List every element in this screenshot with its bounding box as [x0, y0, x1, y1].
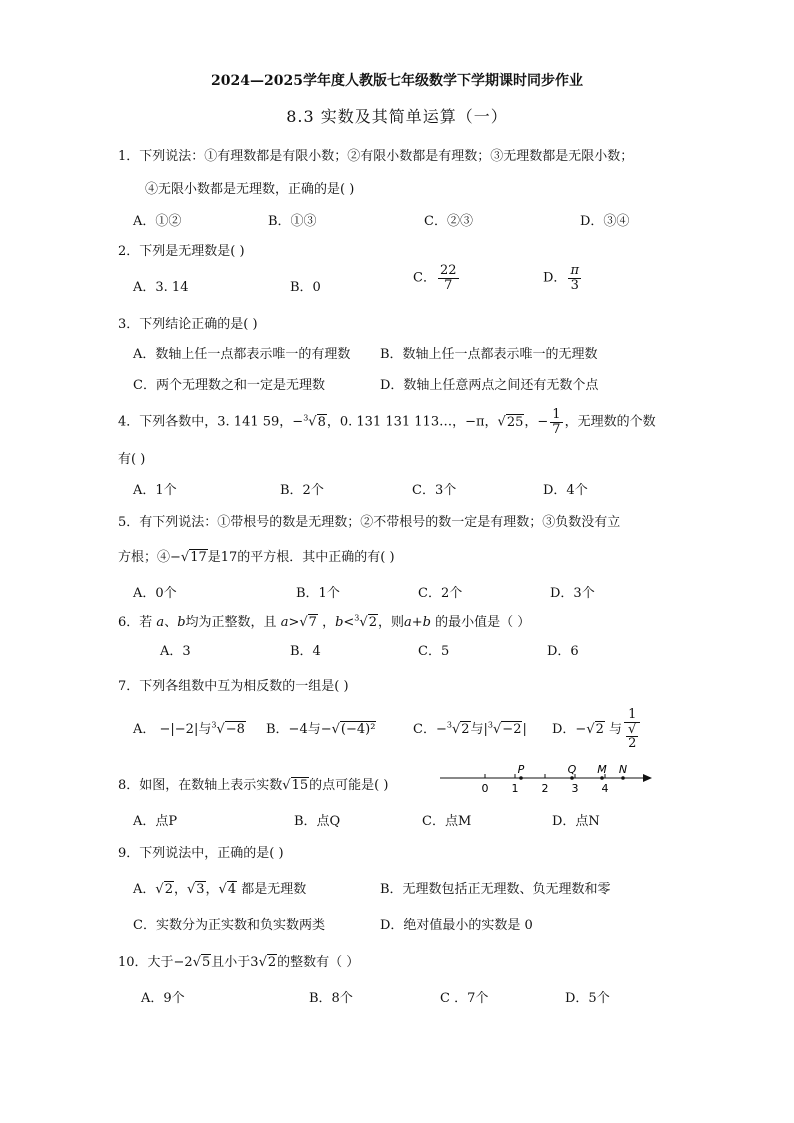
q6-option-d: D．6 — [547, 644, 579, 659]
question-3-stem: 3．下列结论正确的是( ) — [118, 317, 258, 332]
q9-option-b: B．无理数包括正无理数、负无理数和零 — [380, 882, 611, 897]
axis-tick-label: 3 — [571, 782, 579, 795]
q8-option-c: C．点M — [422, 814, 472, 829]
axis-point — [519, 776, 523, 780]
number-line — [440, 762, 660, 798]
section-title: 8.3 实数及其简单运算（一） — [286, 107, 508, 126]
q10-option-b: B．8个 — [309, 991, 353, 1006]
q5-option-c: C．2个 — [418, 586, 463, 601]
q6-option-b: B．4 — [290, 644, 321, 659]
q7-option-b: B．−4与−√(−4)² — [266, 722, 376, 737]
q5-option-d: D．3个 — [550, 586, 595, 601]
axis-point-label: N — [618, 763, 628, 776]
q9-option-d: D．绝对值最小的实数是 0 — [380, 918, 533, 933]
question-1-stem: 1．下列说法：①有理数都是有限小数；②有限小数都是有理数；③无理数都是无限小数； — [118, 149, 634, 164]
q8-option-b: B．点Q — [294, 814, 341, 829]
q7-option-c: C．−$^3$√2与$|^3√-2|$ — [413, 720, 527, 737]
q1-option-b: B．①③ — [268, 214, 317, 229]
q2-option-b: B．0 — [290, 280, 321, 295]
q4-option-c: C．3个 — [412, 483, 457, 498]
question-4-stem: 4．下列各数中，3. 141 59，−$^3$√8，0. 131 131 113…，−π，√25，− $\frac{1}{7}$ ，无理数的个数 — [118, 407, 656, 437]
q4-option-b: B．2个 — [280, 483, 324, 498]
q2-option-d: D． $\frac{\pi}{3}$ — [543, 263, 579, 293]
axis-point-label: P — [517, 763, 525, 776]
q2-option-a: A．3. 14 — [133, 280, 189, 295]
q4-option-a: A．1个 — [133, 483, 177, 498]
q10-option-c: C ．7个 — [440, 991, 489, 1006]
question-4-stem-cont: 有( ) — [118, 452, 146, 467]
question-5-stem-cont: 方根；④−√17是17的平方根．其中正确的有( ) — [118, 550, 395, 565]
axis-point — [600, 776, 604, 780]
fraction: $\frac{\pi}{3}$ — [570, 263, 579, 293]
q1-option-c: C．②③ — [424, 214, 473, 229]
question-2-stem: 2．下列是无理数是( ) — [118, 244, 245, 259]
fraction: $\frac{1}{7}$ — [552, 407, 561, 437]
q3-option-c: C．两个无理数之和一定是无理数 — [133, 378, 325, 393]
q9-option-c: C．实数分为正实数和负实数两类 — [133, 918, 325, 933]
q1-option-d: D．③④ — [580, 214, 630, 229]
axis-tick-label: 4 — [601, 782, 609, 795]
axis-point — [621, 776, 625, 780]
q2-option-c: C． $\frac{22}{7}$ — [413, 263, 457, 293]
q10-option-a: A．9个 — [141, 991, 185, 1006]
question-10-stem: 10．大于−2√5且小于3√2的整数有（ ） — [118, 955, 360, 970]
q7-option-d: D．−√2 与 1 √ 2 — [552, 708, 642, 751]
axis-point-label: M — [597, 763, 607, 776]
question-6-stem: 6．若 a、b均为正整数，且 a>√7 ，b<$^3$√2，则a+b 的最小值是（ ） — [118, 613, 531, 630]
q6-option-a: A．3 — [160, 644, 191, 659]
fraction: $\frac{22}{7}$ — [439, 263, 457, 293]
question-9-stem: 9．下列说法中，正确的是( ) — [118, 846, 284, 861]
q3-option-a: A．数轴上任一点都表示唯一的有理数 — [133, 347, 351, 362]
axis-point-label: Q — [567, 763, 577, 776]
axis-tick-label: 0 — [481, 782, 489, 795]
question-8-stem: 8．如图，在数轴上表示实数√15的点可能是( ) — [118, 778, 389, 793]
q5-option-b: B．1个 — [296, 586, 340, 601]
axis-tick-label: 2 — [541, 782, 549, 795]
q8-option-a: A．点P — [133, 814, 178, 829]
q3-option-d: D．数轴上任意两点之间还有无数个点 — [380, 378, 599, 393]
q8-option-d: D．点N — [552, 814, 600, 829]
axis-tick-label: 1 — [511, 782, 519, 795]
axis-point — [570, 776, 574, 780]
q5-option-a: A．0个 — [133, 586, 177, 601]
q10-option-d: D．5个 — [565, 991, 610, 1006]
question-1-stem-cont: ④无限小数都是无理数，正确的是( ) — [145, 182, 355, 197]
q1-option-a: A．①② — [133, 214, 182, 229]
q3-option-b: B．数轴上任一点都表示唯一的无理数 — [380, 347, 598, 362]
axis-arrow — [643, 774, 652, 782]
q7-option-a: A． −|−2|与$^3$√−8 — [133, 720, 245, 737]
fraction: 1 √ 2 — [624, 708, 640, 751]
q6-option-c: C．5 — [418, 644, 450, 659]
q4-option-d: D．4个 — [543, 483, 588, 498]
question-5-stem: 5．有下列说法：①带根号的数是无理数；②不带根号的数一定是有理数；③负数没有立 — [118, 515, 621, 530]
document-title: 2024—2025学年度人教版七年级数学下学期课时同步作业 — [211, 73, 583, 89]
q9-option-a: A．√2，√3，√4 都是无理数 — [133, 882, 307, 897]
question-7-stem: 7．下列各组数中互为相反数的一组是( ) — [118, 679, 349, 694]
